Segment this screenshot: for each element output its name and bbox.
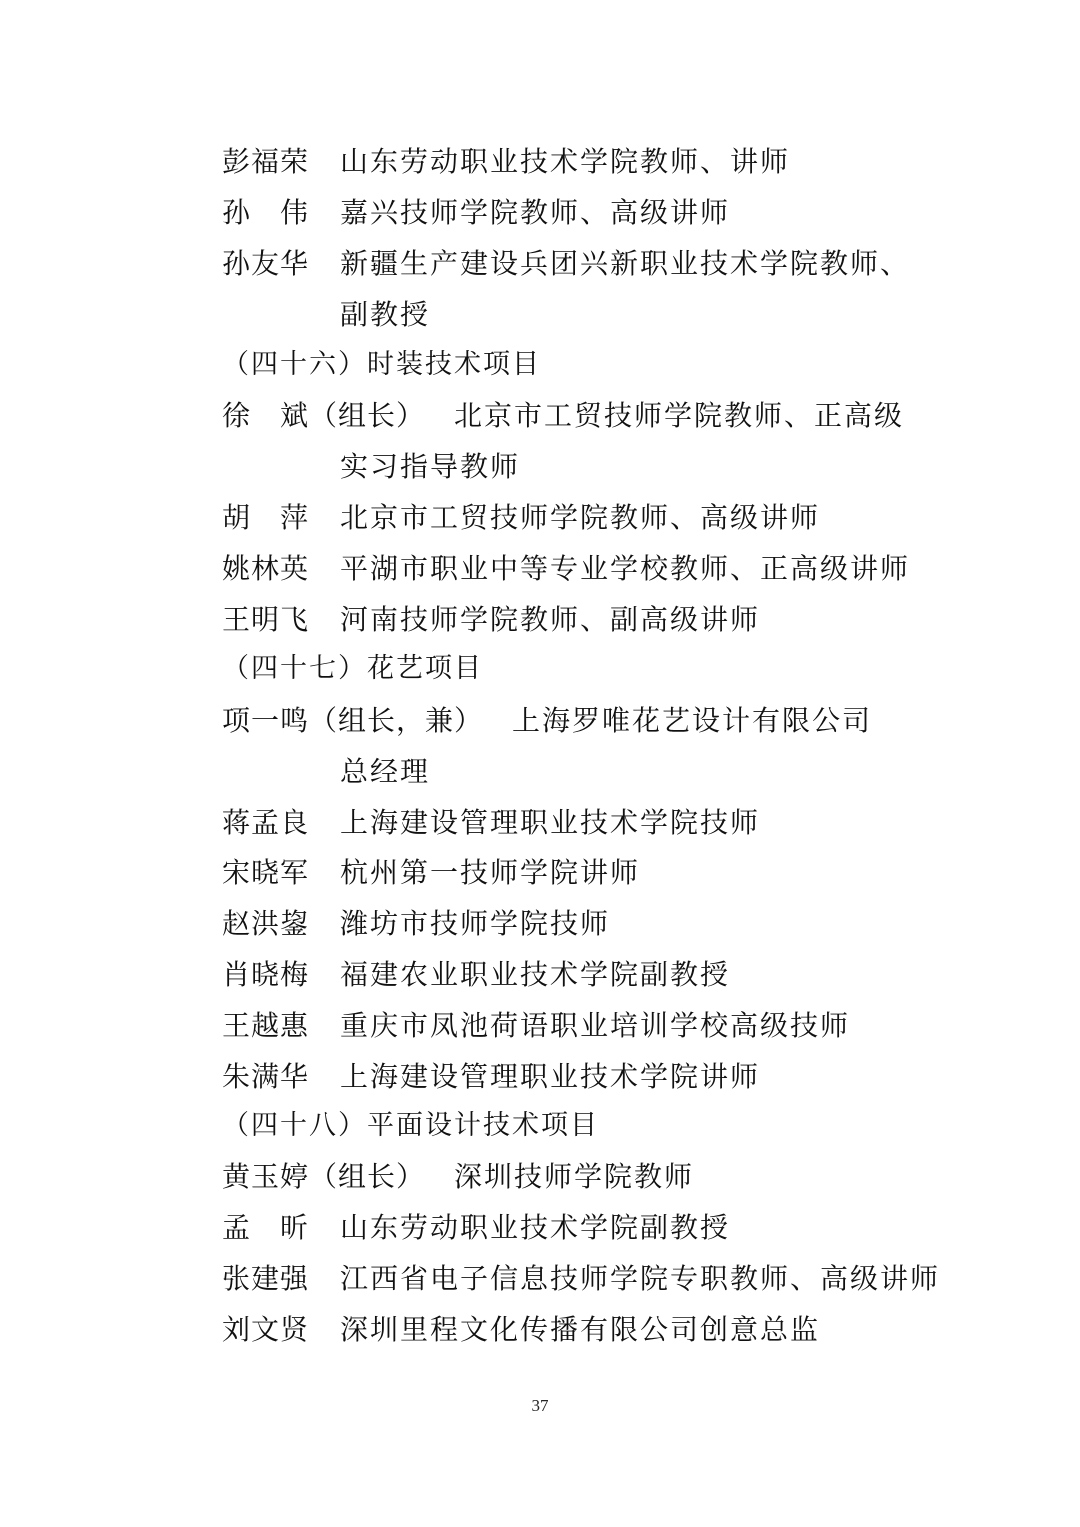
member-affiliation: 江西省电子信息技师学院专职教师、高级讲师 xyxy=(340,1262,941,1295)
member-affiliation: 杭州第一技师学院讲师 xyxy=(340,856,641,889)
member-affiliation: 深圳里程文化传播有限公司创意总监 xyxy=(340,1313,821,1346)
member-affiliation: 河南技师学院教师、副高级讲师 xyxy=(340,603,761,636)
member-affiliation: 上海建设管理职业技术学院技师 xyxy=(340,806,761,839)
member-affiliation: 重庆市凤池荷语职业培训学校高级技师 xyxy=(340,1009,851,1042)
member-name: 宋晓军 xyxy=(222,856,310,889)
member-name: 王越惠 xyxy=(222,1009,310,1042)
member-name: 蒋孟良 xyxy=(222,806,310,839)
member-affiliation-continued: 副教授 xyxy=(340,298,431,331)
leader-affiliation: 北京市工贸技师学院教师、正高级 xyxy=(454,399,905,432)
member-affiliation: 潍坊市技师学院技师 xyxy=(340,907,611,940)
member-name: 张建强 xyxy=(222,1262,310,1295)
member-affiliation: 福建农业职业技术学院副教授 xyxy=(340,958,731,991)
member-affiliation: 上海建设管理职业技术学院讲师 xyxy=(340,1060,761,1093)
member-affiliation: 山东劳动职业技术学院副教授 xyxy=(340,1211,731,1244)
member-name: 孙 伟 xyxy=(222,196,310,229)
section-heading: （四十八）平面设计技术项目 xyxy=(222,1110,599,1141)
member-name: 刘文贤 xyxy=(222,1313,310,1346)
member-name: 胡 萍 xyxy=(222,501,310,534)
member-affiliation: 新疆生产建设兵团兴新职业技术学院教师、 xyxy=(340,247,911,280)
member-name: 孙友华 xyxy=(222,247,310,280)
member-name: 肖晓梅 xyxy=(222,958,310,991)
section-heading: （四十六）时装技术项目 xyxy=(222,349,541,380)
leader-name: 黄玉婷（组长） xyxy=(222,1160,426,1193)
member-name: 王明飞 xyxy=(222,603,310,636)
leader-affiliation-continued: 总经理 xyxy=(340,755,431,788)
member-name: 赵洪鋆 xyxy=(222,907,310,940)
member-affiliation: 嘉兴技师学院教师、高级讲师 xyxy=(340,196,731,229)
leader-affiliation: 上海罗唯花艺设计有限公司 xyxy=(512,704,873,737)
page-number: 37 xyxy=(531,1396,549,1415)
member-affiliation: 北京市工贸技师学院教师、高级讲师 xyxy=(340,501,821,534)
leader-name: 徐 斌（组长） xyxy=(222,399,426,432)
member-name: 姚林英 xyxy=(222,552,310,585)
section-heading: （四十七）花艺项目 xyxy=(222,653,483,684)
member-name: 朱满华 xyxy=(222,1060,310,1093)
member-name: 孟 昕 xyxy=(222,1211,310,1244)
leader-name: 项一鸣（组长，兼） xyxy=(222,704,484,737)
member-name: 彭福荣 xyxy=(222,145,310,178)
leader-affiliation: 深圳技师学院教师 xyxy=(454,1160,695,1193)
leader-affiliation-continued: 实习指导教师 xyxy=(340,450,521,483)
member-affiliation: 山东劳动职业技术学院教师、讲师 xyxy=(340,145,791,178)
member-affiliation: 平湖市职业中等专业学校教师、正高级讲师 xyxy=(340,552,911,585)
